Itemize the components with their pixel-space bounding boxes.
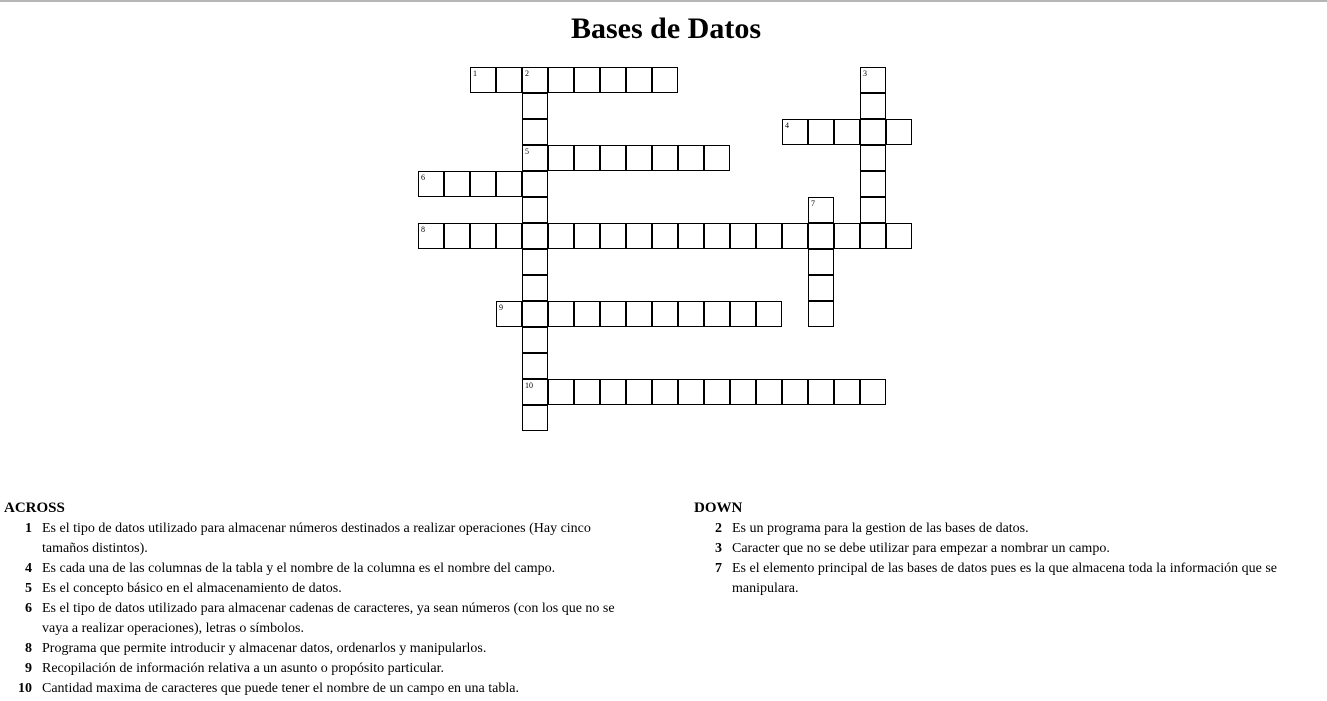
cell-number: 5 (525, 147, 529, 156)
crossword-cell[interactable] (834, 223, 860, 249)
clue-text: Es cada una de las columnas de la tabla y el nombre de la columna es el nombre del campo. (42, 561, 556, 576)
crossword-cell[interactable] (574, 145, 600, 171)
clue-number: 2 (715, 521, 722, 536)
crossword-cell[interactable] (756, 301, 782, 327)
across-heading: ACROSS (4, 500, 65, 516)
crossword-cell[interactable] (704, 379, 730, 405)
down-heading: DOWN (694, 500, 743, 516)
page-title: Bases de Datos (570, 12, 761, 45)
crossword-cell[interactable] (626, 223, 652, 249)
crossword-cell[interactable] (652, 301, 678, 327)
cell-number: 6 (421, 173, 425, 182)
clue-number: 7 (715, 561, 722, 576)
cell-number: 4 (785, 121, 789, 130)
crossword-cell[interactable] (782, 379, 808, 405)
crossword-cell[interactable] (808, 249, 834, 275)
crossword-cell[interactable] (548, 301, 574, 327)
clue-text: Es el concepto básico en el almacenamiento de datos. (42, 581, 342, 596)
crossword-cell[interactable] (548, 379, 574, 405)
crossword-cell[interactable] (808, 223, 834, 249)
crossword-cell[interactable] (730, 379, 756, 405)
cell-number: 2 (525, 69, 529, 78)
crossword-cell[interactable] (548, 67, 574, 93)
crossword-cell[interactable] (678, 145, 704, 171)
crossword-cell[interactable] (522, 93, 548, 119)
crossword-cell[interactable] (600, 301, 626, 327)
crossword-cell[interactable] (600, 379, 626, 405)
crossword-cell[interactable] (808, 275, 834, 301)
crossword-cell[interactable] (652, 145, 678, 171)
clue-number: 5 (25, 581, 32, 596)
clue-number: 4 (25, 561, 32, 576)
crossword-cell[interactable] (444, 171, 470, 197)
crossword-cell[interactable] (522, 275, 548, 301)
crossword-cell[interactable] (470, 223, 496, 249)
crossword-cell[interactable] (626, 67, 652, 93)
clue-text: Es un programa para la gestion de las bases de datos. (732, 521, 1029, 536)
clue-item (4, 579, 639, 599)
crossword-cell[interactable] (886, 223, 912, 249)
crossword-cell[interactable] (756, 223, 782, 249)
clue-item (4, 559, 639, 579)
crossword-cell[interactable] (548, 223, 574, 249)
cell-number: 7 (811, 199, 815, 208)
crossword-cell[interactable] (574, 301, 600, 327)
crossword-cell[interactable] (470, 171, 496, 197)
crossword-cell[interactable] (522, 405, 548, 431)
crossword-cell[interactable] (860, 119, 886, 145)
crossword-cell[interactable] (834, 379, 860, 405)
crossword-cell[interactable] (678, 223, 704, 249)
clue-item (4, 679, 639, 699)
clue-number: 8 (25, 641, 32, 656)
cell-number: 10 (525, 381, 533, 390)
crossword-cell[interactable] (600, 67, 626, 93)
clue-number: 1 (25, 521, 32, 536)
clue-item (4, 599, 639, 639)
crossword-cell[interactable] (652, 223, 678, 249)
cell-number: 8 (421, 225, 425, 234)
clue-text: Cantidad maxima de caracteres que puede tener el nombre de un campo en una tabla. (42, 681, 519, 696)
clue-text: Caracter que no se debe utilizar para empezar a nombrar un campo. (732, 541, 1110, 556)
clue-text: Es el elemento principal de las bases de datos pues es la que almacena toda la información que se manipulara. (732, 561, 1278, 596)
crossword-cell[interactable] (522, 171, 548, 197)
across-clue-list (4, 519, 639, 699)
crossword-cell[interactable] (574, 223, 600, 249)
crossword-cell[interactable] (704, 301, 730, 327)
crossword-cell[interactable] (808, 379, 834, 405)
crossword-cell[interactable] (652, 67, 678, 93)
crossword-cell[interactable] (886, 119, 912, 145)
crossword-cell[interactable] (574, 67, 600, 93)
clue-text: Recopilación de información relativa a un asunto o propósito particular. (42, 661, 444, 676)
crossword-cell[interactable] (522, 249, 548, 275)
crossword-cell[interactable] (678, 379, 704, 405)
clue-text: Programa que permite introducir y almacenar datos, ordenarlos y manipularlos. (42, 641, 487, 656)
clue-number: 3 (715, 541, 722, 556)
crossword-cell[interactable] (600, 223, 626, 249)
clue-item (694, 519, 1316, 539)
crossword-cell[interactable] (626, 379, 652, 405)
cell-number: 3 (863, 69, 867, 78)
across-clues (4, 499, 639, 699)
crossword-cell[interactable] (522, 223, 548, 249)
crossword-cell[interactable] (496, 67, 522, 93)
crossword-cell[interactable] (522, 197, 548, 223)
crossword-cell[interactable] (496, 223, 522, 249)
crossword-cell[interactable] (834, 119, 860, 145)
crossword-cell[interactable] (444, 223, 470, 249)
crossword-cell[interactable] (860, 171, 886, 197)
crossword-cell[interactable] (730, 301, 756, 327)
cell-number: 1 (473, 69, 477, 78)
clue-number: 10 (18, 681, 32, 696)
clue-item (694, 539, 1316, 559)
crossword-cell[interactable] (860, 197, 886, 223)
crossword-cell[interactable] (548, 145, 574, 171)
down-clue-list (694, 519, 1316, 599)
crossword-cell[interactable] (860, 145, 886, 171)
clue-item (4, 659, 639, 679)
crossword-cell[interactable] (808, 119, 834, 145)
cell-number: 9 (499, 303, 503, 312)
crossword-cell[interactable] (704, 223, 730, 249)
clue-item (4, 519, 639, 559)
crossword-cell[interactable] (782, 223, 808, 249)
crossword-cell[interactable] (808, 301, 834, 327)
crossword-cell[interactable] (730, 223, 756, 249)
crossword-cell[interactable] (678, 301, 704, 327)
clue-number: 9 (25, 661, 32, 676)
crossword-cell[interactable] (756, 379, 782, 405)
down-clues (694, 499, 1316, 599)
clue-item (694, 559, 1316, 599)
crossword-cell[interactable] (860, 93, 886, 119)
crossword-cell[interactable] (860, 223, 886, 249)
crossword-cell[interactable] (496, 171, 522, 197)
crossword-cell[interactable] (704, 145, 730, 171)
clue-item (4, 639, 639, 659)
crossword-cell[interactable] (522, 301, 548, 327)
crossword-cell[interactable] (522, 353, 548, 379)
crossword-cell[interactable] (652, 379, 678, 405)
crossword-cell[interactable] (574, 379, 600, 405)
crossword-cell[interactable] (522, 119, 548, 145)
crossword-cell[interactable] (600, 145, 626, 171)
crossword-cell[interactable] (860, 379, 886, 405)
clue-number: 6 (25, 601, 32, 616)
clue-text: Es el tipo de datos utilizado para almacenar cadenas de caracteres, ya sean números (con los que no se vaya a realizar operaciones), letras o símbolos. (42, 601, 615, 636)
crossword-cell[interactable] (522, 327, 548, 353)
crossword-cell[interactable] (626, 301, 652, 327)
clue-text: Es el tipo de datos utilizado para almacenar números destinados a realizar operaciones (Hay cinco tamaños distintos). (42, 521, 591, 556)
crossword-cell[interactable] (626, 145, 652, 171)
